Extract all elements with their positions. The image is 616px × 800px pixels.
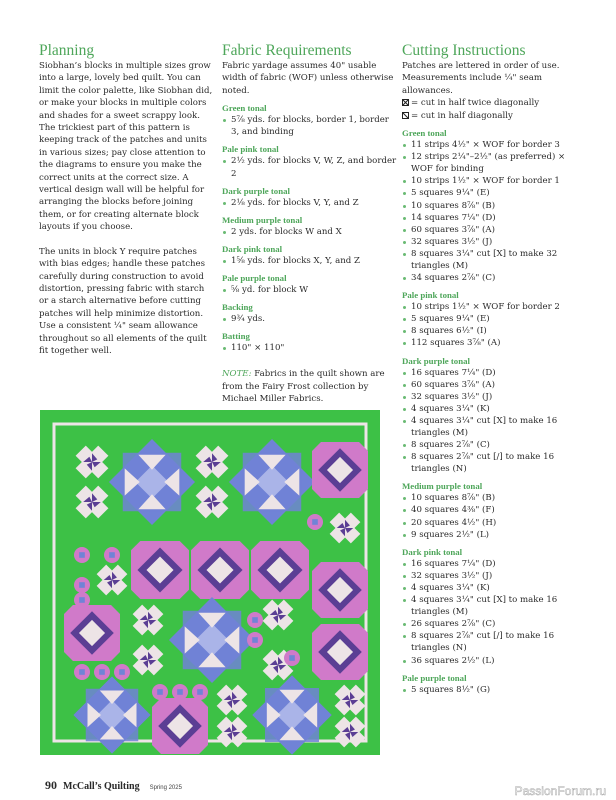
list-item: 1⅝ yds. for blocks X, Y, and Z	[222, 255, 398, 267]
list-item: 60 squares 3⅞" (A)	[402, 224, 582, 236]
cutting-group-list	[402, 367, 582, 476]
list-item: 10 strips 1½" × WOF for border 1	[402, 175, 582, 187]
cutting-group-list	[402, 684, 582, 696]
fabric-group-list	[222, 155, 398, 179]
list-item: 26 squares 2⅞" (C)	[402, 618, 582, 630]
list-item: 5 squares 8½" (G)	[402, 684, 582, 696]
list-item: 8 squares 2⅞" (C)	[402, 439, 582, 451]
legend-twice	[402, 97, 582, 109]
circle-center	[79, 582, 85, 588]
circle-center	[177, 689, 183, 695]
issue-date: Spring 2025	[149, 785, 182, 791]
circle-center	[79, 669, 85, 675]
list-item: 16 squares 7¼" (D)	[402, 558, 582, 570]
list-item: 4 squares 3¼" cut [X] to make 16 triangles (M)	[402, 415, 582, 439]
planning-heading: Planning	[39, 42, 95, 59]
fabric-groups	[222, 102, 398, 354]
cutting-group-list	[402, 301, 582, 349]
list-item: 9 squares 2½" (L)	[402, 529, 582, 541]
circle-center	[109, 552, 115, 558]
cutting-group-heading: Dark pink tonal	[402, 546, 463, 557]
list-item: 5 squares 9¼" (E)	[402, 313, 582, 325]
fabric-group-heading: Dark pink tonal	[222, 243, 283, 254]
fabric-group-heading: Batting	[222, 331, 250, 342]
list-item: 9¾ yds.	[222, 313, 398, 325]
list-item: 8 squares 3¼" cut [X] to make 32 triangles (M)	[402, 248, 582, 272]
legend-once-text: = cut in half diagonally	[411, 110, 513, 121]
list-item: 8 squares 6½" (I)	[402, 325, 582, 337]
fabric-intro: Fabric yardage assumes 40" usable width of fabric (WOF) unless otherwise noted.	[222, 61, 394, 96]
fabric-group-heading: Pale purple tonal	[222, 272, 287, 283]
list-item: 36 squares 2½" (L)	[402, 655, 582, 667]
fabric-note	[222, 368, 398, 405]
list-item: 14 squares 7¼" (D)	[402, 212, 582, 224]
note-label: NOTE:	[222, 369, 252, 380]
list-item: 2⅛ yds. for blocks V, Y, and Z	[222, 197, 398, 209]
list-item: 4 squares 3¼" cut [X] to make 16 triangles (M)	[402, 594, 582, 618]
cutting-intro: Patches are lettered in order of use. Measurements include ¼" seam allowances.	[402, 61, 560, 96]
quilt-illustration	[40, 410, 380, 755]
list-item: 4 squares 3¼" (K)	[402, 403, 582, 415]
list-item: 32 squares 3½" (J)	[402, 570, 582, 582]
list-item: 40 squares 4⅜" (F)	[402, 504, 582, 516]
legend-once	[402, 110, 582, 122]
cutting-group-heading: Medium purple tonal	[402, 481, 483, 492]
magazine-name: McCall’s Quilting	[63, 781, 140, 792]
list-item: 8 squares 2⅞" cut [/] to make 16 triangles (N)	[402, 451, 582, 475]
fabric-group-list	[222, 342, 398, 354]
cutting-group-list	[402, 558, 582, 667]
fabric-group-list	[222, 197, 398, 209]
cutting-group-heading: Pale pink tonal	[402, 290, 459, 301]
cutting-group-list	[402, 492, 582, 540]
page-footer	[45, 778, 182, 793]
fabric-group-heading: Dark purple tonal	[222, 185, 290, 196]
list-item: 20 squares 4½" (H)	[402, 517, 582, 529]
fabric-requirements-section	[222, 42, 398, 405]
fabric-group-list	[222, 255, 398, 267]
cutting-group-list	[402, 139, 582, 284]
list-item: 8 squares 2⅞" cut [/] to make 16 triangles (N)	[402, 630, 582, 654]
fabric-group-heading: Medium purple tonal	[222, 214, 303, 225]
list-item: 5⅞ yds. for blocks, border 1, border 3, and binding	[222, 114, 398, 138]
fabric-group-heading: Pale pink tonal	[222, 144, 279, 155]
circle-center	[312, 519, 318, 525]
planning-paragraph-1: Siobhan’s blocks in multiple sizes grow into a large, lovely bed quilt. You can limit the color palette, like Siobhan did, or make your blocks in multiple colors and shades for a sweet scrappy look. The trickiest part of this pattern is keeping track of the patches and units in various sizes; pay close attention to the diagrams to ensure you make the correct units at the correct size. A vertical design wall will be helpful for arranging the blocks before joining them, or for creating alternate block layouts if you choose.	[39, 61, 213, 233]
circle-center	[79, 552, 85, 558]
note-text: Fabrics in the quilt shown are from the Fairy Frost collection by Michael Miller Fabrics.	[222, 369, 385, 404]
fabric-heading: Fabric Requirements	[222, 42, 352, 59]
quilt-photo	[40, 410, 380, 755]
fabric-group-list	[222, 226, 398, 238]
circle-center	[252, 637, 258, 643]
cutting-instructions-section	[402, 42, 582, 696]
cutting-groups	[402, 127, 582, 696]
circle-center	[289, 655, 295, 661]
cut-once-diagonal-icon	[402, 112, 409, 119]
fabric-group-heading: Green tonal	[222, 103, 267, 114]
cutting-group-heading: Pale purple tonal	[402, 672, 467, 683]
list-item: 16 squares 7¼" (D)	[402, 367, 582, 379]
list-item: 10 squares 8⅞" (B)	[402, 492, 582, 504]
circle-center	[99, 669, 105, 675]
fabric-group-list	[222, 313, 398, 325]
list-item: 12 strips 2¼"–2½" (as preferred) × WOF for binding	[402, 151, 582, 175]
list-item: ⅝ yd. for block W	[222, 284, 398, 296]
list-item: 32 squares 3½" (J)	[402, 391, 582, 403]
list-item: 5 squares 9¼" (E)	[402, 187, 582, 199]
list-item: 34 squares 2⅞" (C)	[402, 272, 582, 284]
circle-center	[252, 617, 258, 623]
page-number: 90	[45, 778, 57, 792]
list-item: 4 squares 3¼" (K)	[402, 582, 582, 594]
fabric-group-list	[222, 284, 398, 296]
cutting-group-heading: Green tonal	[402, 128, 447, 139]
cut-twice-diagonal-icon	[402, 99, 409, 106]
fabric-group-heading: Backing	[222, 301, 253, 312]
fabric-group-list	[222, 114, 398, 138]
list-item: 10 strips 1½" × WOF for border 2	[402, 301, 582, 313]
circle-center	[79, 597, 85, 603]
planning-paragraph-2: The units in block Y require patches with bias edges; handle these patches carefully during construction to avoid distortion, pressing fabric with starch or a starch alternative before cutting patches will help minimize distortion. Use a consistent ¼" seam allowance throughout so all elements of the quilt fit together well.	[39, 246, 207, 356]
list-item: 32 squares 3½" (J)	[402, 236, 582, 248]
list-item: 2½ yds. for blocks V, W, Z, and border 2	[222, 155, 398, 179]
list-item: 112 squares 3⅞" (A)	[402, 337, 582, 349]
list-item: 10 squares 8⅞" (B)	[402, 200, 582, 212]
circle-center	[157, 689, 163, 695]
planning-section	[39, 42, 215, 357]
list-item: 2 yds. for blocks W and X	[222, 226, 398, 238]
circle-center	[119, 669, 125, 675]
cutting-heading: Cutting Instructions	[402, 42, 526, 59]
cutting-group-heading: Dark purple tonal	[402, 355, 470, 366]
list-item: 110" × 110"	[222, 342, 398, 354]
list-item: 60 squares 3⅞" (A)	[402, 379, 582, 391]
legend-twice-text: = cut in half twice diagonally	[411, 98, 540, 109]
watermark: PassionForum.ru	[514, 784, 606, 798]
circle-center	[197, 689, 203, 695]
list-item: 11 strips 4½" × WOF for border 3	[402, 139, 582, 151]
